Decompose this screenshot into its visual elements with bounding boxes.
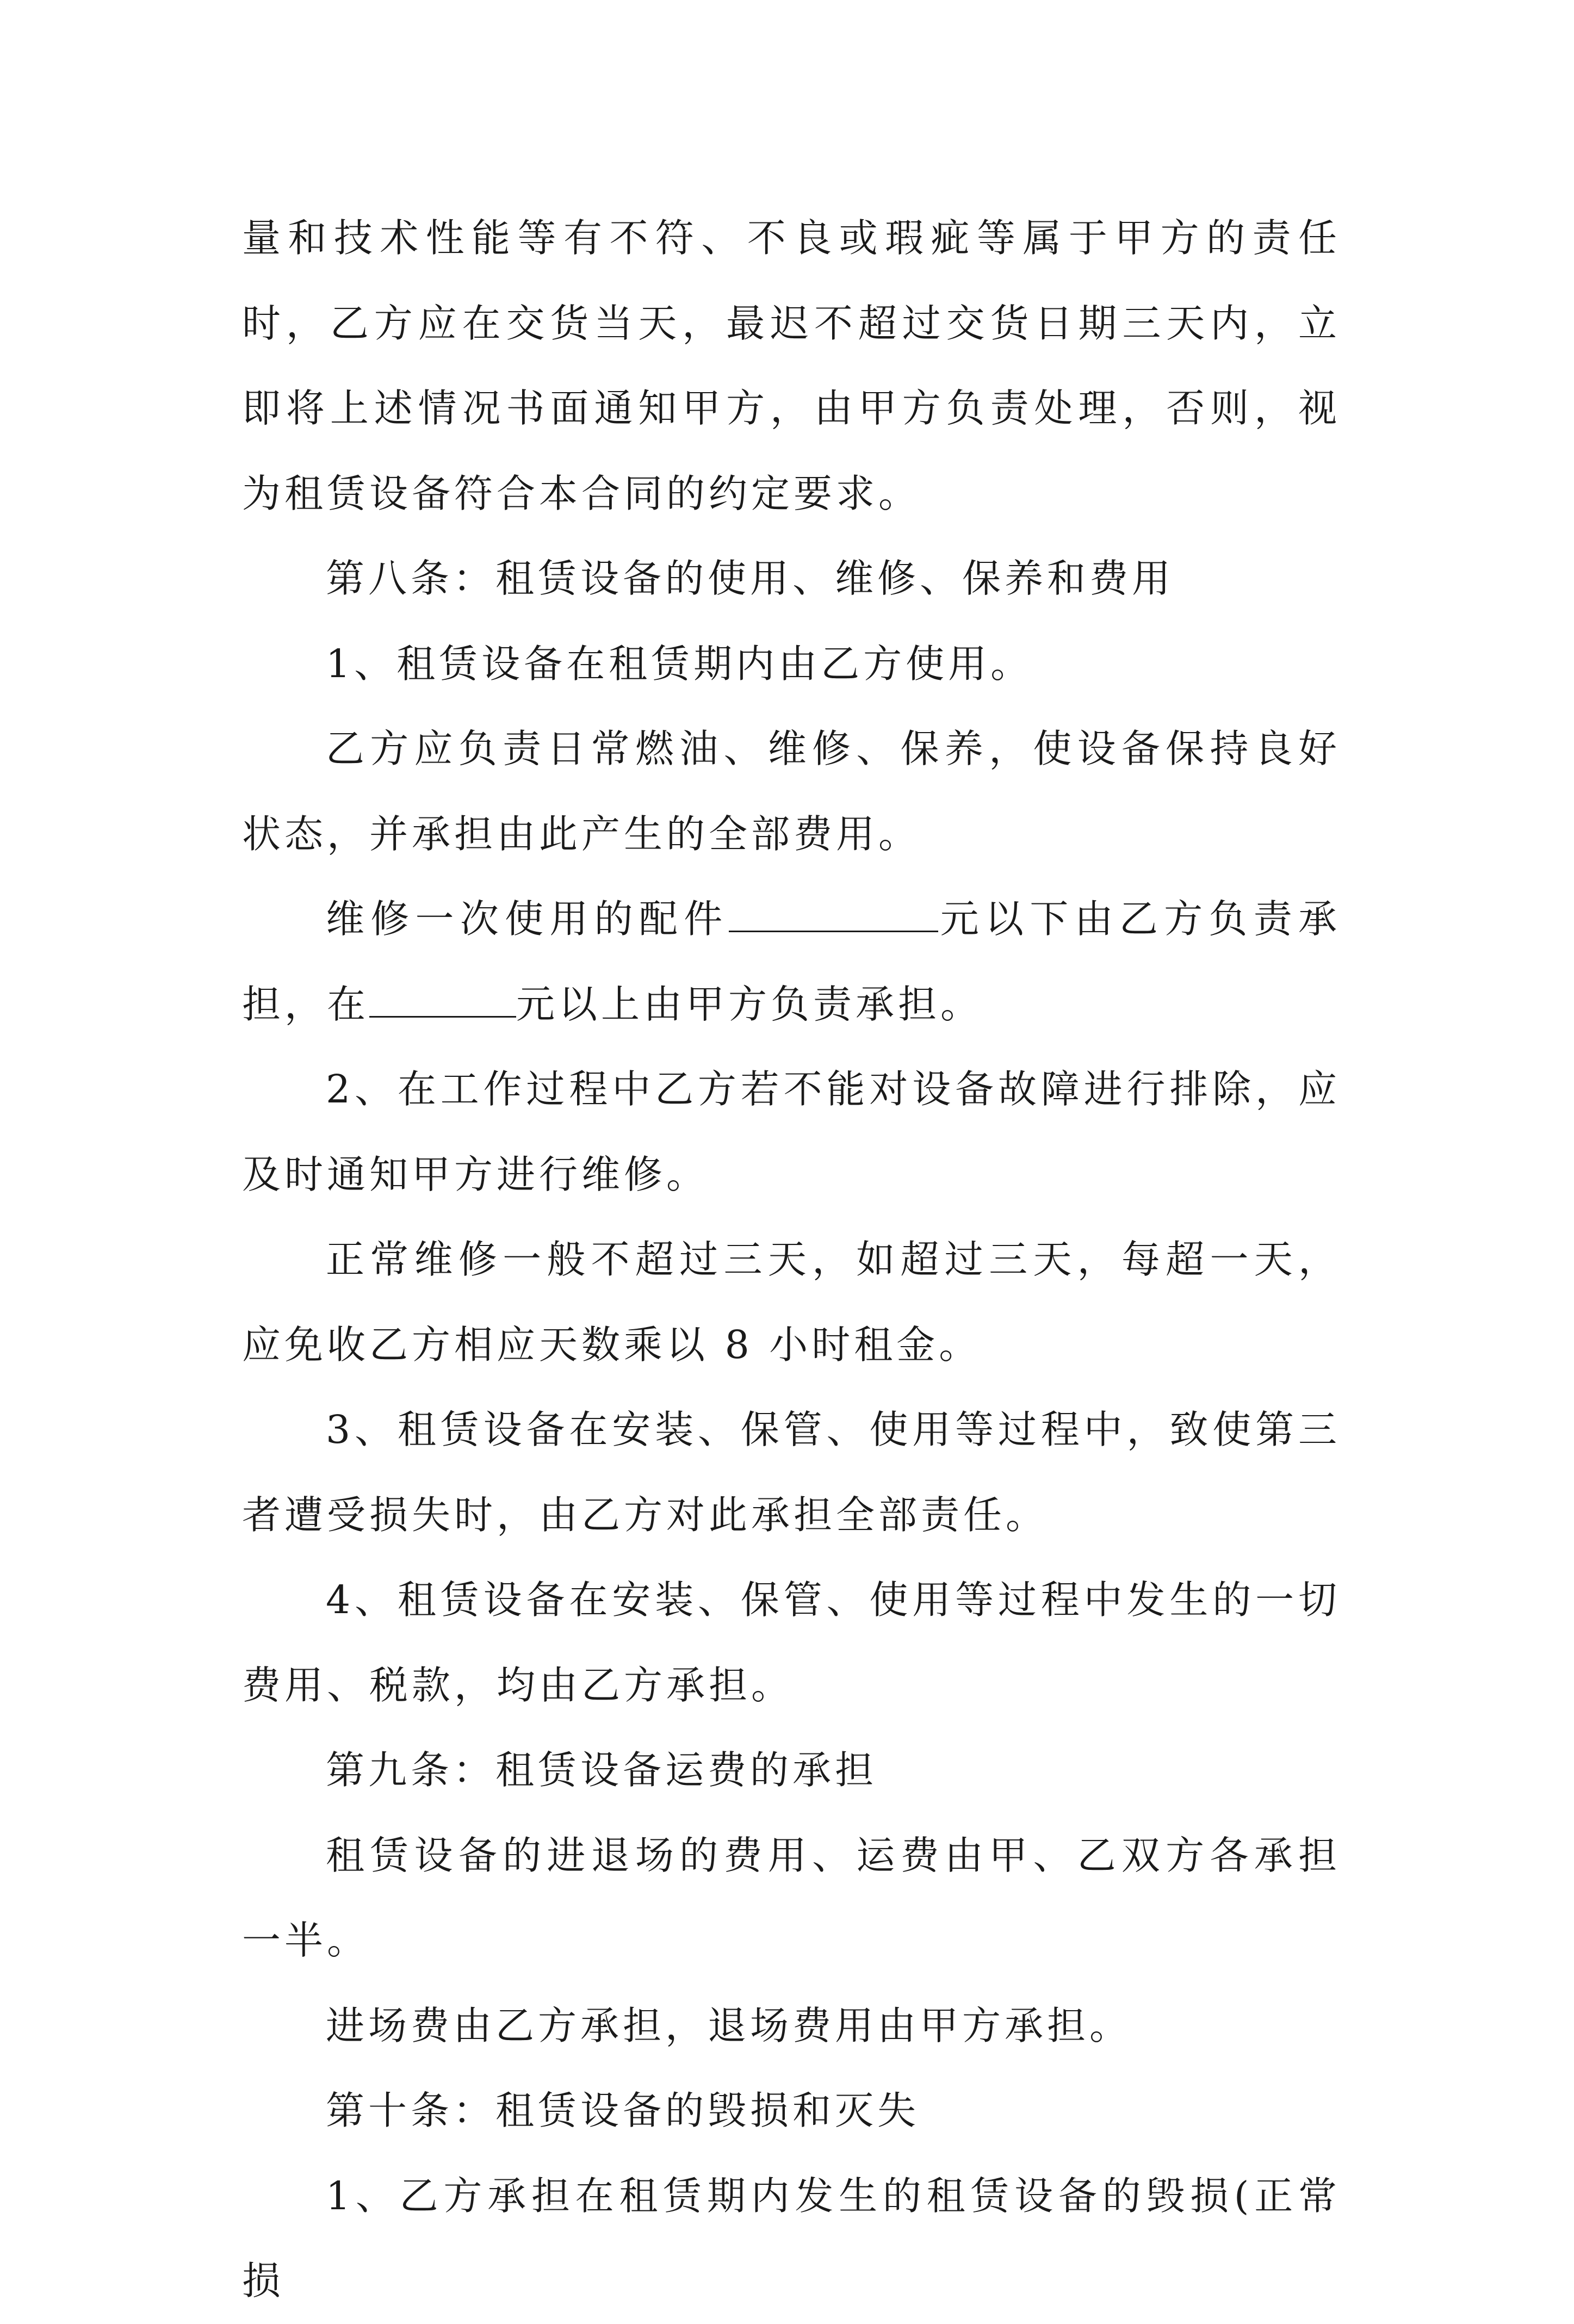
contract-body bbox=[242, 196, 1341, 2324]
article-8-item-1: 1、租赁设备在租赁期内由乙方使用。 bbox=[326, 641, 1033, 686]
amount-blank-lower bbox=[729, 898, 938, 932]
article-10-item-1: 1、乙方承担在租赁期内发生的租赁设备的毁损(正常损 bbox=[242, 2173, 1341, 2303]
paragraph-quality-notice: 量和技术性能等有不符、不良或瑕疵等属于甲方的责任时，乙方应在交货当天，最迟不超过交货日期三天内，立即将上述情况书面通知甲方，由甲方负责处理，否则，视为租赁设备符合本合同的约定要求。 bbox=[242, 215, 1341, 516]
article-8-item-1-detail: 乙方应负责日常燃油、维修、保养，使设备保持良好状态，并承担由此产生的全部费用。 bbox=[242, 726, 1341, 857]
article-8-item-2: 2、在工作过程中乙方若不能对设备故障进行排除，应及时通知甲方进行维修。 bbox=[242, 1067, 1341, 1197]
article-8-item-4: 4、租赁设备在安装、保管、使用等过程中发生的一切费用、税款，均由乙方承担。 bbox=[242, 1577, 1341, 1708]
amount-blank-upper bbox=[369, 983, 516, 1018]
article-10-heading: 第十条：租赁设备的毁损和灭失 bbox=[326, 2088, 920, 2133]
article-8-item-3: 3、租赁设备在安装、保管、使用等过程中，致使第三者遭受损失时，由乙方对此承担全部责任。 bbox=[242, 1407, 1341, 1538]
article-9-heading: 第九条：租赁设备运费的承担 bbox=[326, 1747, 878, 1793]
article-8-parts-cost bbox=[242, 877, 1341, 1047]
parts-cost-text-c: 元以上由甲方负责承担。 bbox=[516, 981, 983, 1027]
article-8-heading: 第八条：租赁设备的使用、维修、保养和费用 bbox=[326, 556, 1175, 601]
article-9-text-1: 租赁设备的进退场的费用、运费由甲、乙双方各承担一半。 bbox=[242, 1832, 1341, 1963]
article-8-item-2-detail: 正常维修一般不超过三天，如超过三天，每超一天，应免收乙方相应天数乘以 8 小时租金。 bbox=[242, 1237, 1341, 1367]
article-9-text-2: 进场费由乙方承担，退场费用由甲方承担。 bbox=[326, 2003, 1132, 2048]
parts-cost-text-a: 维修一次使用的配件 bbox=[326, 896, 729, 941]
parts-cost-text-b: 元以下由乙方负责承担，在 bbox=[242, 896, 1341, 1027]
